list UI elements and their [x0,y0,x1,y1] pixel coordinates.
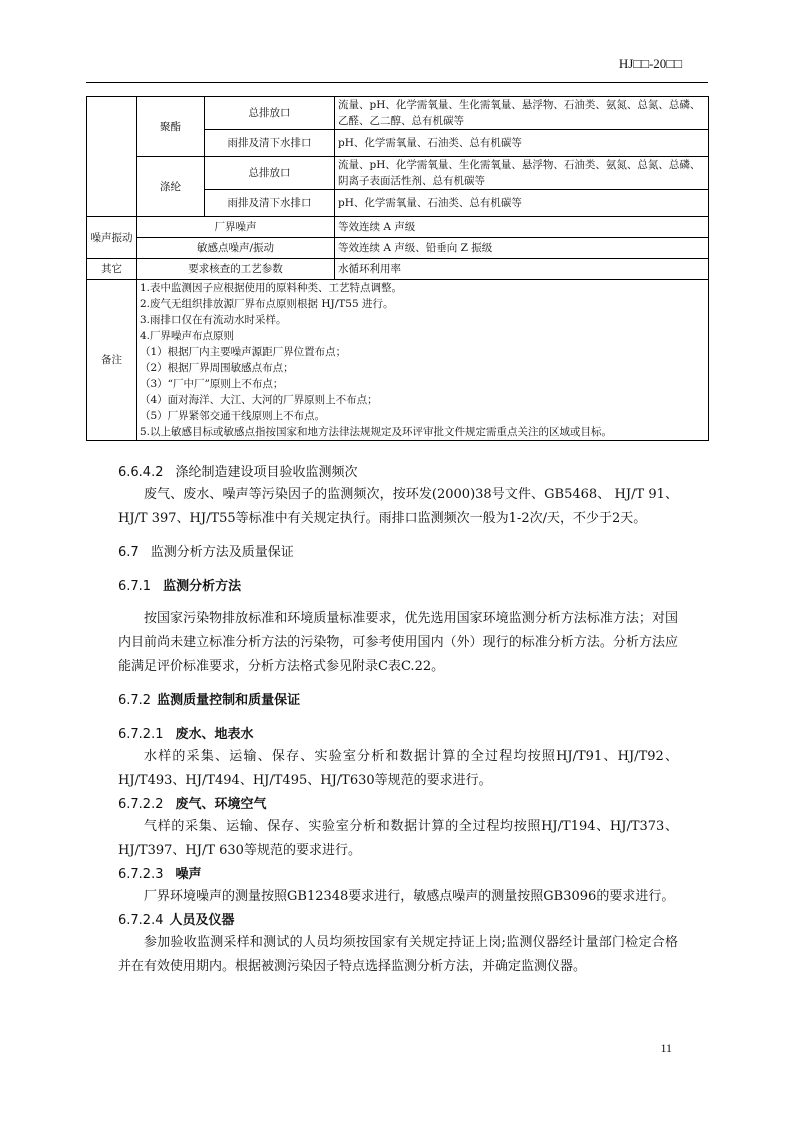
paragraph: 废气、废水、噪声等污染因子的监测频次，按环发(2000)38号文件、GB5468、 HJ/T 91、HJ/T 397、HJ/T55等标准中有关规定执行。雨排口监测频次一般为1-2次/天，不少于2天。 [118,487,678,526]
section-title: 噪声 [175,867,202,882]
section-number: 6.7.2 [118,693,152,708]
section-title: 涤纶制造建设项目验收监测频次 [175,465,358,480]
section-number: 6.6.4.2 [118,465,164,480]
table-row [87,97,709,130]
factors-cell: 流量、pH、化学需氧量、生化需氧量、悬浮物、石油类、氨氮、总氮、总磷、阴离子表面活性剂、总有机碳等 [335,157,709,190]
point-cell: 敏感点噪声/振动 [137,238,335,259]
section-title: 废气、环境空气 [175,797,267,812]
table-row [87,238,709,259]
section-heading-6-7-2 [118,691,678,711]
section-heading-6-7-2-3 [118,865,678,885]
point-cell: 厂界噪声 [137,217,335,238]
section-heading-6-7-2-2 [118,795,678,815]
section-number: 6.7 [118,545,139,560]
notes-cell [137,280,709,441]
table-row [87,217,709,238]
paragraph: 气样的采集、运输、保存、实验室分析和数据计算的全过程均按照HJ/T194、HJ/T373、HJ/T397、HJ/T 630等规范的要求进行。 [118,819,678,858]
paragraph: 参加验收监测采样和测试的人员均须按国家有关规定持证上岗;监测仪器经计量部门检定合格并在有效使用期内。根据被测污染因子特点选择监测分析方法，并确定监测仪器。 [118,935,678,974]
note-line: 1.表中监测因子应根据使用的原料种类、工艺特点调整。 [140,282,403,294]
point-cell: 雨排及清下水排口 [205,130,335,157]
factors-cell: 等效连续 A 声级 [335,217,709,238]
table-row [87,259,709,280]
page-number: 11 [660,1041,672,1055]
header-divider [86,82,708,83]
section-heading-6-6-4-2 [118,463,678,483]
table-row [87,280,709,441]
table-cell-empty [87,97,137,217]
section-title: 人员及仪器 [169,913,235,928]
note-line: （3）“厂中厂”原则上不布点； [140,378,284,390]
note-line: （2）根据厂界周围敏感点布点； [140,362,294,374]
section-number: 6.7.2.2 [118,797,164,812]
category-polyester-fiber: 涤纶 [137,157,205,217]
section-number: 6.7.2.1 [118,727,164,742]
note-line: 2.废气无组织排放源厂界布点原则根据 HJ/T55 进行。 [140,298,394,310]
note-line: （5）厂界紧邻交通干线原则上不布点。 [140,410,326,422]
section-heading-6-7-2-4 [118,911,678,931]
table-row [87,157,709,190]
paragraph: 厂界环境噪声的测量按照GB12348要求进行，敏感点噪声的测量按照GB3096的要求进行。 [144,889,675,904]
point-cell: 要求核查的工艺参数 [137,259,335,280]
factors-cell: 水循环利用率 [335,259,709,280]
point-cell: 总排放口 [205,97,335,130]
point-cell: 总排放口 [205,157,335,190]
note-line: 4.厂界噪声布点原则 [140,330,235,342]
section-heading-6-7-2-1 [118,725,678,745]
section-number: 6.7.2.3 [118,867,164,882]
paragraph: 水样的采集、运输、保存、实验室分析和数据计算的全过程均按照HJ/T91、HJ/T92、HJ/T493、HJ/T494、HJ/T495、HJ/T630等规范的要求进行。 [118,749,678,788]
paragraph: 按国家污染物排放标准和环境质量标准要求，优先选用国家环境监测分析方法标准方法；对国内目前尚未建立标准分析方法的污染物，可参考使用国内（外）现行的标准分析方法。分析方法应能满足评价标准要求，分析方法格式参见附录C表C.22。 [118,611,678,674]
factors-cell: pH、化学需氧量、石油类、总有机碳等 [335,190,709,217]
section-heading-6-7-1 [118,577,678,597]
note-line: 5.以上敏感目标或敏感点指按国家和地方法律法规规定及环评审批文件规定需重点关注的区域或目标。 [140,426,613,438]
section-title: 监测分析方法 [163,579,242,594]
section-title: 废水、地表水 [175,727,254,742]
note-line: （4）面对海洋、大江、大河的厂界原则上不布点； [140,394,378,406]
note-line: 3.雨排口仅在有流动水时采样。 [140,314,287,326]
monitoring-factors-table [86,96,709,441]
factors-cell: 流量、pH、化学需氧量、生化需氧量、悬浮物、石油类、氨氮、总氮、总磷、乙醛、乙二醇、总有机碳等 [335,97,709,130]
notes-label: 备注 [87,280,137,441]
section-title: 监测分析方法及质量保证 [150,545,294,560]
factors-cell: pH、化学需氧量、石油类、总有机碳等 [335,130,709,157]
document-code: HJ□□-20□□ [618,56,682,71]
factors-cell: 等效连续 A 声级、铅垂向 Z 振级 [335,238,709,259]
category-other: 其它 [87,259,137,280]
section-title: 监测质量控制和质量保证 [157,693,301,708]
point-cell: 雨排及清下水排口 [205,190,335,217]
section-number: 6.7.1 [118,579,152,594]
document-body [118,463,678,979]
section-number: 6.7.2.4 [118,913,164,928]
category-polyester: 聚酯 [137,97,205,157]
category-noise: 噪声振动 [87,217,137,259]
note-line: （1）根据厂内主要噪声源距厂界位置布点； [140,346,347,358]
section-heading-6-7 [118,543,678,563]
